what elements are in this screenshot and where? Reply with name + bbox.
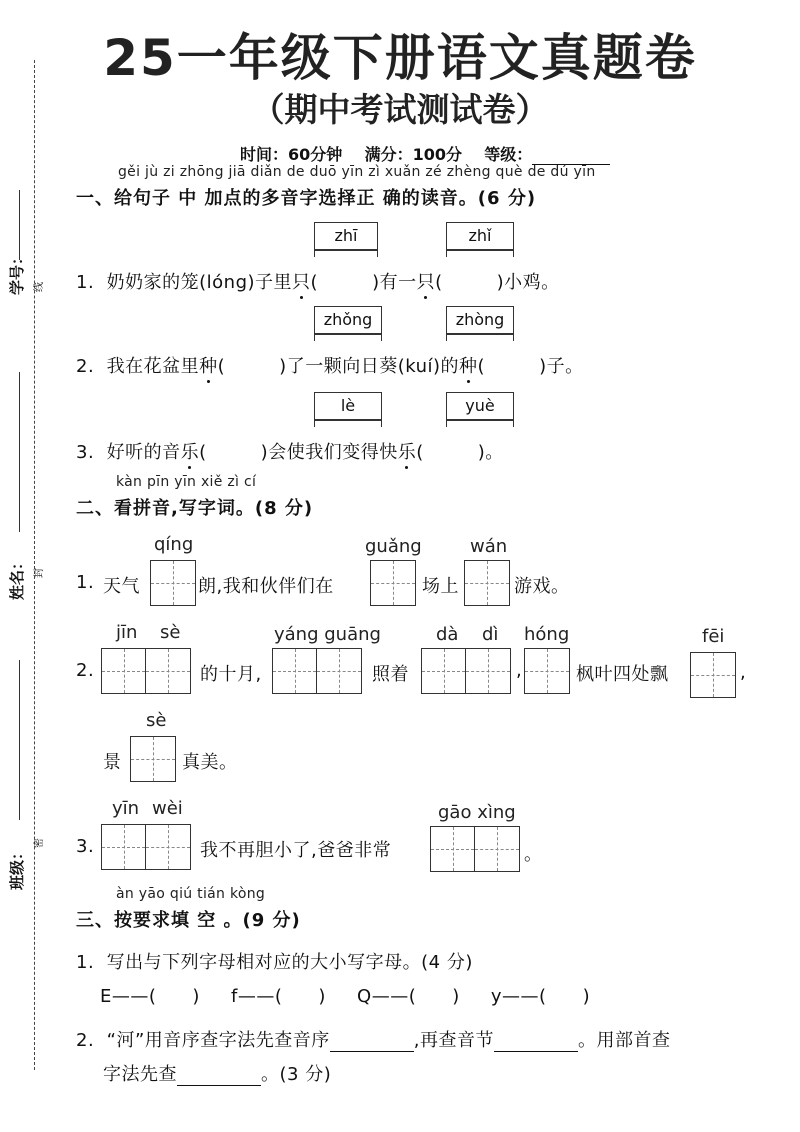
writing-grid[interactable] (524, 648, 570, 694)
s2-q1-text-d: 游戏。 (514, 576, 570, 597)
answer-blank[interactable] (177, 1069, 261, 1086)
writing-grid[interactable] (130, 736, 176, 782)
s2-q2-text-d: 景 (103, 752, 122, 773)
binding-line-mark: 线 (34, 282, 45, 292)
py-wan: wán (470, 536, 508, 557)
s2-q2-text-e: 真美。 (182, 752, 238, 773)
writing-grid[interactable] (421, 648, 511, 694)
s2-q3-number: 3. (76, 836, 95, 857)
writing-grid[interactable] (150, 560, 196, 606)
option-le: lè (314, 392, 382, 421)
s2-q2-number: 2. (76, 660, 95, 681)
s1-question-3: 3. 好听的音乐( )会使我们变得快乐( )。 (76, 442, 504, 463)
grade-label: 等级： (484, 145, 533, 164)
student-id-label: 学号： (8, 249, 26, 295)
writing-grid[interactable] (690, 652, 736, 698)
option-zhong3: zhǒng (314, 306, 382, 335)
py-se2: sè (146, 710, 167, 731)
question-number: 1. (76, 952, 95, 973)
s3-question-1: 1. 写出与下列字母相对应的大小写字母。(4 分) (76, 952, 473, 973)
question-number: 3. (76, 442, 95, 463)
letter-pairs: E——( ) f——( ) Q——( ) y——( ) (100, 986, 591, 1007)
exam-info (240, 142, 610, 165)
py-hong: hóng (524, 624, 570, 645)
s2-q1-text-b: 朗,我和伙伴们在 (198, 576, 334, 597)
s2-q2-text-c: 枫叶四处飘 (576, 664, 669, 685)
option-yue: yuè (446, 392, 514, 421)
py-wei: wèi (152, 798, 183, 819)
py-qing: qíng (154, 534, 194, 555)
name-blank (19, 372, 20, 532)
option-zhi1: zhī (314, 222, 378, 251)
score-label: 满分：100分 (364, 145, 462, 164)
binding-dashed-line (34, 60, 35, 1070)
s3-question-2-cont: 字法先查 。(3 分) (103, 1064, 332, 1085)
s2-q2-text-b: 照着 (372, 664, 409, 685)
section3-title: 三、按要求填 空 。(9 分) (76, 910, 301, 931)
section2-title: 二、看拼音,写字词。(8 分) (76, 498, 314, 519)
py-guang: guǎng (365, 536, 422, 557)
writing-grid[interactable] (370, 560, 416, 606)
question-number: 1. (76, 272, 95, 293)
section3-pinyin: àn yāo qiú tián kòng (116, 886, 266, 902)
section2-pinyin: kàn pīn yīn xiě zì cí (116, 474, 257, 490)
py-jin: jīn (116, 622, 138, 643)
time-label: 时间：60分钟 (240, 145, 343, 164)
option-zhi3: zhǐ (446, 222, 514, 251)
question-number: 2. (76, 356, 95, 377)
s2-q1-text-c: 场上 (422, 576, 459, 597)
py-gaoxing: gāo xìng (438, 802, 516, 823)
s2-q1-text-a: 天气 (103, 576, 140, 597)
s1-question-1: 1. 奶奶家的笼(lóng)子里只( )有一只( )小鸡。 (76, 272, 560, 293)
answer-blank[interactable] (330, 1035, 414, 1052)
exam-subtitle: （期中考试测试卷） (251, 90, 549, 129)
writing-grid[interactable] (464, 560, 510, 606)
s2-q1-number: 1. (76, 572, 95, 593)
writing-grid[interactable] (272, 648, 362, 694)
s2-q2-text-a: 的十月, (200, 664, 262, 685)
answer-blank[interactable] (494, 1035, 578, 1052)
s2-q3-text-a: 我不再胆小了,爸爸非常 (200, 840, 392, 861)
section1-pinyin: gěi jù zi zhōng jiā diǎn de duō yīn zì xuǎn zé zhèng què de dú yīn (118, 164, 596, 180)
py-da: dà (436, 624, 459, 645)
grade-blank[interactable] (532, 150, 610, 165)
question-number: 2. (76, 1030, 95, 1051)
s2-q2-comma2: , (740, 662, 747, 683)
exam-title: 25一年级下册语文真题卷 (103, 29, 697, 87)
s2-q3-text-b: 。 (524, 844, 543, 865)
writing-grid[interactable] (101, 824, 191, 870)
class-blank (19, 660, 20, 820)
s1-question-2: 2. 我在花盆里种( )了一颗向日葵(kuí)的种( )子。 (76, 356, 584, 377)
writing-grid[interactable] (101, 648, 191, 694)
name-label: 姓名： (8, 554, 26, 600)
py-fei: fēi (702, 626, 725, 647)
writing-grid[interactable] (430, 826, 520, 872)
option-zhong4: zhòng (446, 306, 514, 335)
binding-secret-mark: 密 (34, 838, 45, 848)
py-di: dì (482, 624, 499, 645)
s2-q2-comma: , (516, 660, 523, 681)
binding-seal-mark: 封 (34, 568, 45, 578)
section1-title: 一、给句子 中 加点的多音字选择正 确的读音。(6 分) (76, 188, 537, 209)
py-se: sè (160, 622, 181, 643)
class-label: 班级： (8, 844, 26, 890)
py-yangguang: yáng guāng (274, 624, 381, 645)
s3-question-2: 2. “河”用音序查字法先查音序 ,再查音节 。用部首查 (76, 1030, 671, 1051)
py-yin: yīn (112, 798, 140, 819)
